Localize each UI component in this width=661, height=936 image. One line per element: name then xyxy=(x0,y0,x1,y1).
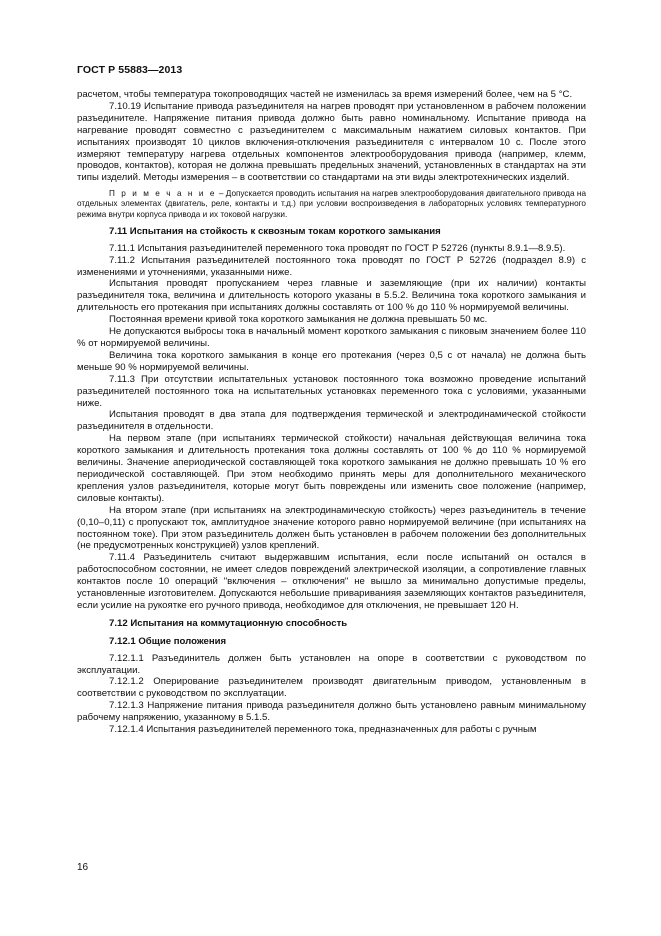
section-heading: 7.11 Испытания на стойкость к сквозным токам короткого замыкания xyxy=(109,225,441,237)
page-number: 16 xyxy=(77,862,89,873)
document-body xyxy=(77,89,586,736)
paragraph: 7.12.1.4 Испытания разъединителей переменного тока, предназначенных для работы с ручным xyxy=(109,724,537,736)
paragraph: 7.10.19 Испытание привода разъединителя на нагрев проводят при установленном в рабочем положении разъединителе. Напряжение питания привода должно быть равно номинальному. Испытание привода на нагревание проводят совместно с разъединителем с максимальным нажатием силовых контактов. При испытаниях производят 10 циклов включения-отключения разъединителя с интервалом 10 с. После этого измеряют температуру нагрева отдельных компонентов электрооборудования привода (например, клемм, проводов, контактов), которая не должна превышать предельных значений, установленных в стандартах на эти типы изделий. Методы измерения – в соответствии со стандартами на эти виды электротехнических изделий. xyxy=(77,100,586,184)
paragraph: Не допускаются выбросы тока в начальный момент короткого замыкания с пиковым значением более 110 % от нормируемой величины. xyxy=(77,326,586,350)
note-paragraph xyxy=(77,189,586,220)
paragraph: Величина тока короткого замыкания в конце его протекания (через 0,5 с от начала) не должна быть меньше 90 % нормируемой величины. xyxy=(77,349,586,373)
note-text: – Допускается проводить испытания на нагрев электрооборудования двигательного привода на отдельных элементах (двигатель, реле, контакты и т.д.) при условии воспроизведения в лабораторных условиях температурного режима внутри корпуса привода и их токовой нагрузки. xyxy=(77,189,586,219)
paragraph: Постоянная времени кривой тока короткого замыкания не должна превышать 50 мс. xyxy=(109,314,488,326)
section-heading: 7.12.1 Общие положения xyxy=(109,635,227,647)
paragraph: расчетом, чтобы температура токопроводящих частей не изменилась за время измерений более, чем на 5 °С. xyxy=(77,89,573,100)
paragraph: На втором этапе (при испытаниях на электродинамическую стойкость) через разъединитель в течение (0,10–0,11) с пропускают ток, амплитудное значение которого равно нормируемой величине (при испытаниях на постоянном токе). При этом разъединитель должен быть установлен в рабочем положении без дополнительных (не предусмотренных конструкцией) узлов креплений. xyxy=(77,504,586,552)
paragraph: Испытания проводят в два этапа для подтверждения термической и электродинамической стойкости разъединителя в отдельности. xyxy=(77,409,586,433)
paragraph: 7.11.1 Испытания разъединителей переменного тока проводят по ГОСТ Р 52726 (пункты 8.9.1—8.9.5). xyxy=(109,242,566,254)
paragraph: 7.12.1.2 Оперирование разъединителем производят двигательным приводом, установленным в соответствии с руководством по эксплуатации. xyxy=(77,676,586,700)
paragraph: 7.12.1.3 Напряжение питания привода разъединителя должно быть установлено равным минимальному рабочему напряжению, указанному в 5.1.5. xyxy=(77,700,586,724)
paragraph: 7.11.4 Разъединитель считают выдержавшим испытания, если после испытаний он остался в работоспособном состоянии, не имеет следов повреждений электрической изоляции, а сопротивление главных контактов после 10 операций "включения – отключения" не вышло за минимально допустимые пределы, установленные изготовителем. Допускаются небольшие привариванияя заземляющих контактов разъединителя, если усилие на рукоятке его ручного привода, необходимое для отключения, не превышает 120 Н. xyxy=(77,552,586,611)
section-heading: 7.12 Испытания на коммутационную способность xyxy=(109,617,348,629)
document-header: ГОСТ Р 55883—2013 xyxy=(77,64,183,76)
paragraph: 7.11.3 При отсутствии испытательных установок постоянного тока возможно проведение испытаний разъединителей постоянного тока на испытательных установках переменного тока с условиями, указанными ниже. xyxy=(77,373,586,409)
note-label: П р и м е ч а н и е xyxy=(109,189,217,199)
paragraph: Испытания проводят пропусканием через главные и заземляющие (при их наличии) контакты разъединителя тока, величина и длительность которого указаны в 5.5.2. Величина тока короткого замыкания и длительность его протекания при испытаниях должны составлять от 100 % до 110 % нормируемой величины. xyxy=(77,278,586,314)
paragraph: 7.12.1.1 Разъединитель должен быть установлен на опоре в соответствии с руководством по эксплуатации. xyxy=(77,652,586,676)
paragraph: На первом этапе (при испытаниях термической стойкости) начальная действующая величина тока короткого замыкания и длительность протекания тока должны составлять от 100 % до 110 % нормируемой величины. Значение апериодической составляющей тока короткого замыкания не должно превышать 10 % его периодической составляющей. При этом необходимо принять меры для дополнительного механического крепления узлов разъединителя, которые могут быть повреждены или изменить свое положение (например, силовые контакты). xyxy=(77,433,586,504)
paragraph: 7.11.2 Испытания разъединителей постоянного тока проводят по ГОСТ Р 52726 (подраздел 8.9) с изменениями и уточнениями, указанными ниже. xyxy=(77,254,586,278)
